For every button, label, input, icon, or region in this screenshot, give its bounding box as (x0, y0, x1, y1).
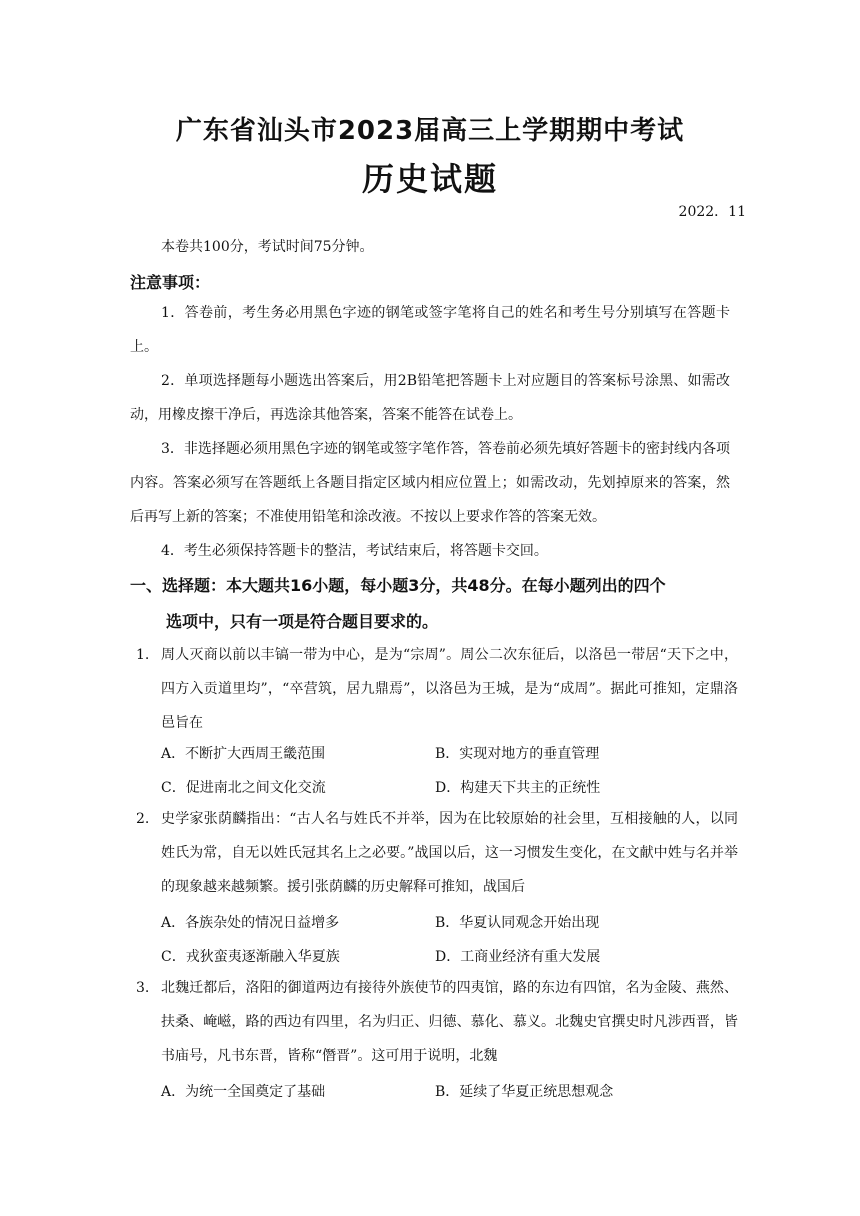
question-2 (136, 802, 738, 904)
exam-date: 2022．11 (678, 204, 746, 220)
note-item-1: 1．答卷前，考生务必用黑色字迹的钢笔或签字笔将自己的姓名和考生号分别填写在答题卡上。 (130, 305, 730, 355)
question-3 (136, 971, 738, 1073)
note-item-2: 2．单项选择题每小题选出答案后，用2B铅笔把答题卡上对应题目的答案标号涂黑、如需改动，用橡皮擦干净后，再选涂其他答案，答案不能答在试卷上。 (130, 373, 730, 423)
question-3-option-a: A．为统一全国奠定了基础 (161, 1084, 326, 1100)
question-2-option-a: A．各族杂处的情况日益增多 (161, 915, 340, 931)
question-2-option-b: B．华夏认同观念开始出现 (435, 915, 600, 931)
question-1-option-b: B．实现对地方的垂直管理 (435, 746, 600, 762)
note-item-3: 3．非选择题必须用黑色字迹的钢笔或签字笔作答，答卷前必须先填好答题卡的密封线内各项内容。答案必须写在答题纸上各题目指定区域内相应位置上；如需改动，先划掉原来的答案，然后再写上新的答案；不准使用铅笔和涂改液。不按以上要求作答的答案无效。 (130, 441, 730, 525)
exam-title: 广东省汕头市2023届高三上学期期中考试 (175, 116, 685, 146)
exam-subject-title: 历史试题 (361, 160, 498, 198)
question-3-option-b: B．延续了华夏正统思想观念 (435, 1084, 614, 1100)
section-heading-line2: 选项中，只有一项是符合题目要求的。 (166, 612, 439, 631)
question-2-option-c: C．戎狄蛮夷逐渐融入华夏族 (161, 949, 340, 965)
question-1 (136, 638, 738, 740)
section-heading-line1: 一、选择题：本大题共16小题，每小题3分，共48分。在每小题列出的四个 (130, 576, 666, 595)
question-1-option-d: D．构建天下共主的正统性 (435, 780, 601, 796)
question-stem: 史学家张荫麟指出：“古人名与姓氏不并举，因为在比较原始的社会里，互相接触的人，以同姓氏为常，自无以姓氏冠其名上之必要。”战国以后，这一习惯发生变化，在文献中姓与名并举的现象越来越频繁。援引张荫麟的历史解释可推知，战国后 (161, 811, 738, 895)
question-stem: 北魏迁都后，洛阳的御道两边有接待外族使节的四夷馆，路的东边有四馆，名为金陵、燕然、扶桑、崦嵫，路的西边有四里，名为归正、归德、慕化、慕义。北魏史官撰史时凡涉西晋，皆书庙号，凡书东晋，皆称“僭晋”。这可用于说明，北魏 (161, 980, 738, 1064)
exam-intro: 本卷共100分，考试时间75分钟。 (161, 239, 374, 255)
question-number: 2. (136, 811, 150, 827)
question-2-option-d: D．工商业经济有重大发展 (435, 949, 601, 965)
section-heading (130, 568, 740, 640)
note-item-4: 4．考生必须保持答题卡的整洁，考试结束后，将答题卡交回。 (161, 543, 548, 559)
question-1-option-c: C．促进南北之间文化交流 (161, 780, 326, 796)
question-number: 3. (136, 980, 150, 996)
notes-heading: 注意事项： (130, 273, 211, 292)
question-number: 1. (136, 647, 150, 663)
question-stem: 周人灭商以前以丰镐一带为中心，是为“宗周”。周公二次东征后，以洛邑一带居“天下之中，四方入贡道里均”，“卒营筑，居九鼎焉”，以洛邑为王城，是为“成周”。据此可推知，定鼎洛邑旨在 (161, 647, 738, 731)
question-1-option-a: A．不断扩大西周王畿范围 (161, 746, 326, 762)
